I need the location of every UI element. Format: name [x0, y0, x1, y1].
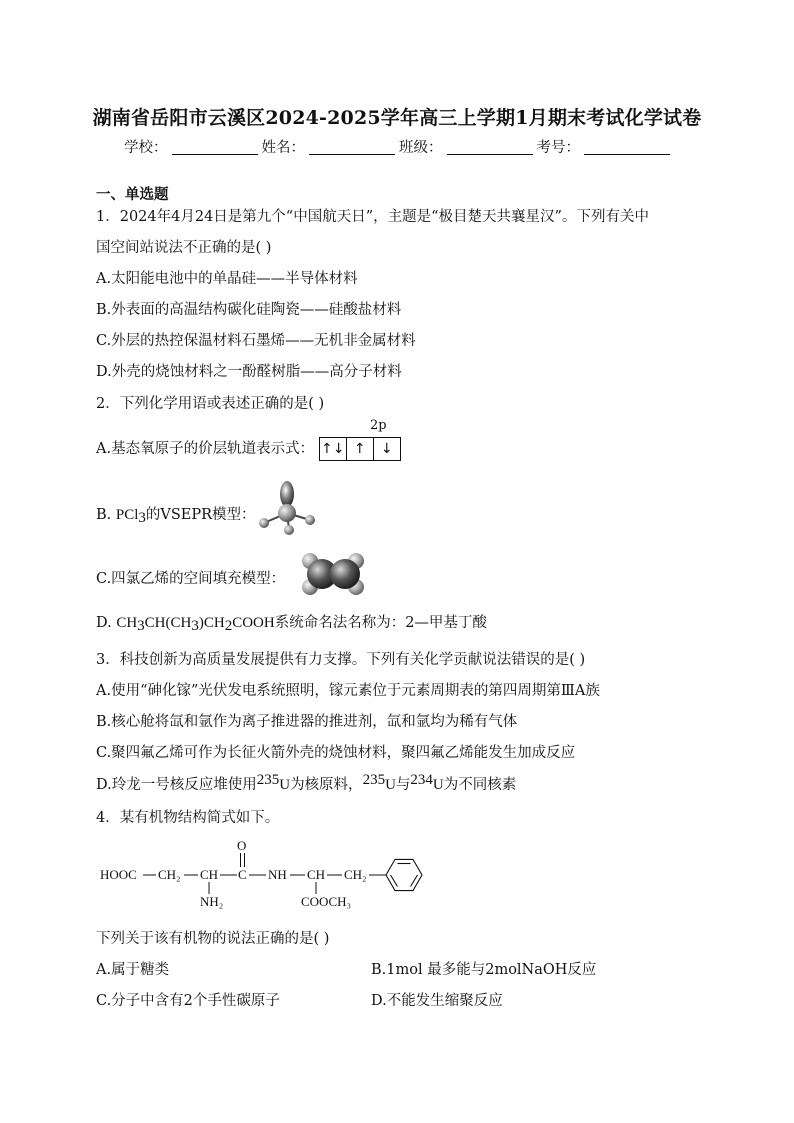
struct-c: C	[238, 867, 247, 882]
struct-cooch3: COOCH₃	[301, 894, 352, 909]
orbital-box-2: ↑	[347, 438, 374, 460]
q1-option-d: D.外壳的烧蚀材料之一酚醛树脂——高分子材料	[96, 364, 402, 380]
q1-option-a: A.太阳能电池中的单晶硅——半导体材料	[96, 271, 358, 287]
struct-ch2-b: CH₂	[344, 867, 367, 882]
school-blank[interactable]	[172, 140, 258, 155]
ligand-atom-2	[305, 515, 315, 525]
orbital-box-3: ↓	[380, 441, 393, 457]
exam-title: 湖南省岳阳市云溪区2024-2025学年高三上学期1月期末考试化学试卷	[92, 107, 702, 129]
struct-ch2-a: CH₂	[158, 867, 181, 882]
q2-stem: 2．下列化学用语或表述正确的是( )	[96, 396, 325, 412]
c-atom-2	[330, 559, 360, 589]
q4-option-b: B.1mol 最多能与2molNaOH反应	[371, 962, 597, 978]
number-label: 考号：	[536, 140, 580, 156]
name-blank[interactable]	[309, 140, 395, 155]
q3-option-a: A.使用“砷化镓”光伏发电系统照明，镓元素位于元素周期表的第四周期第ⅢA族	[96, 683, 600, 699]
q1-option-c: C.外层的热控保温材料石墨烯——无机非金属材料	[96, 333, 416, 349]
struct-nh2: NH₂	[200, 894, 224, 909]
q1-stem-line2: 国空间站说法不正确的是( )	[96, 240, 272, 256]
vsepr-model-image	[252, 476, 324, 536]
number-blank[interactable]	[584, 140, 670, 155]
school-label: 学校：	[124, 140, 168, 156]
q1-stem-line1: 1．2024年4月24日是第九个“中国航天日”，主题是“极目楚天共襄星汉”。下列有关中	[96, 209, 649, 225]
student-info-row	[124, 136, 674, 157]
ligand-atom-3	[284, 525, 294, 535]
central-atom	[278, 504, 296, 522]
q2-option-a	[96, 437, 401, 461]
struct-o: O	[237, 838, 247, 853]
orbital-diagram	[319, 437, 401, 461]
q4-option-d: D.不能发生缩聚反应	[371, 993, 503, 1009]
struct-hooc: HOOC	[100, 867, 137, 882]
lone-pair-lobe	[280, 481, 294, 507]
q2-option-c: C.四氯乙烯的空间填充模型：	[96, 571, 286, 587]
ligand-atom-1	[259, 518, 269, 528]
benzene-ring	[386, 859, 422, 890]
name-label: 姓名：	[261, 140, 305, 156]
space-filling-model-image	[300, 551, 368, 597]
q2-option-b: B. PCl3的VSEPR模型：	[96, 507, 256, 526]
class-blank[interactable]	[447, 140, 533, 155]
q1-option-b: B.外表面的高温结构碳化硅陶瓷——硅酸盐材料	[96, 302, 402, 318]
orbital-box-1: ↑↓	[320, 438, 347, 460]
struct-nh: NH	[268, 867, 287, 882]
q4-question: 下列关于该有机物的说法正确的是( )	[96, 931, 330, 947]
q3-option-d: D.玲龙一号核反应堆使用235U为核原料，235U与234U为不同核素	[96, 772, 517, 793]
q3-stem: 3．科技创新为高质量发展提供有力支撑。下列有关化学贡献说法错误的是( )	[96, 652, 586, 668]
struct-ch-b: CH	[307, 867, 326, 882]
struct-ch-a: CH	[200, 867, 219, 882]
q4-option-c: C.分子中含有2个手性碳原子	[96, 993, 280, 1009]
structure-formula	[96, 836, 436, 916]
section-heading: 一、单选题	[96, 187, 169, 203]
q3-option-b: B.核心舱将氙和氩作为离子推进器的推进剂，氙和氩均为稀有气体	[96, 714, 518, 730]
q2-option-d: D. CH3CH(CH3)CH2COOH系统命名法名称为：2—甲基丁酸	[96, 615, 487, 634]
q2-option-a-text: A.基态氧原子的价层轨道表示式：	[96, 441, 315, 457]
q3-option-c: C.聚四氟乙烯可作为长征火箭外壳的烧蚀材料，聚四氟乙烯能发生加成反应	[96, 745, 576, 761]
q4-option-a: A.属于糖类	[96, 962, 170, 978]
q2-orbital-label: 2p	[370, 418, 387, 433]
class-label: 班级：	[399, 140, 443, 156]
q4-stem: 4．某有机物结构简式如下。	[96, 810, 280, 826]
